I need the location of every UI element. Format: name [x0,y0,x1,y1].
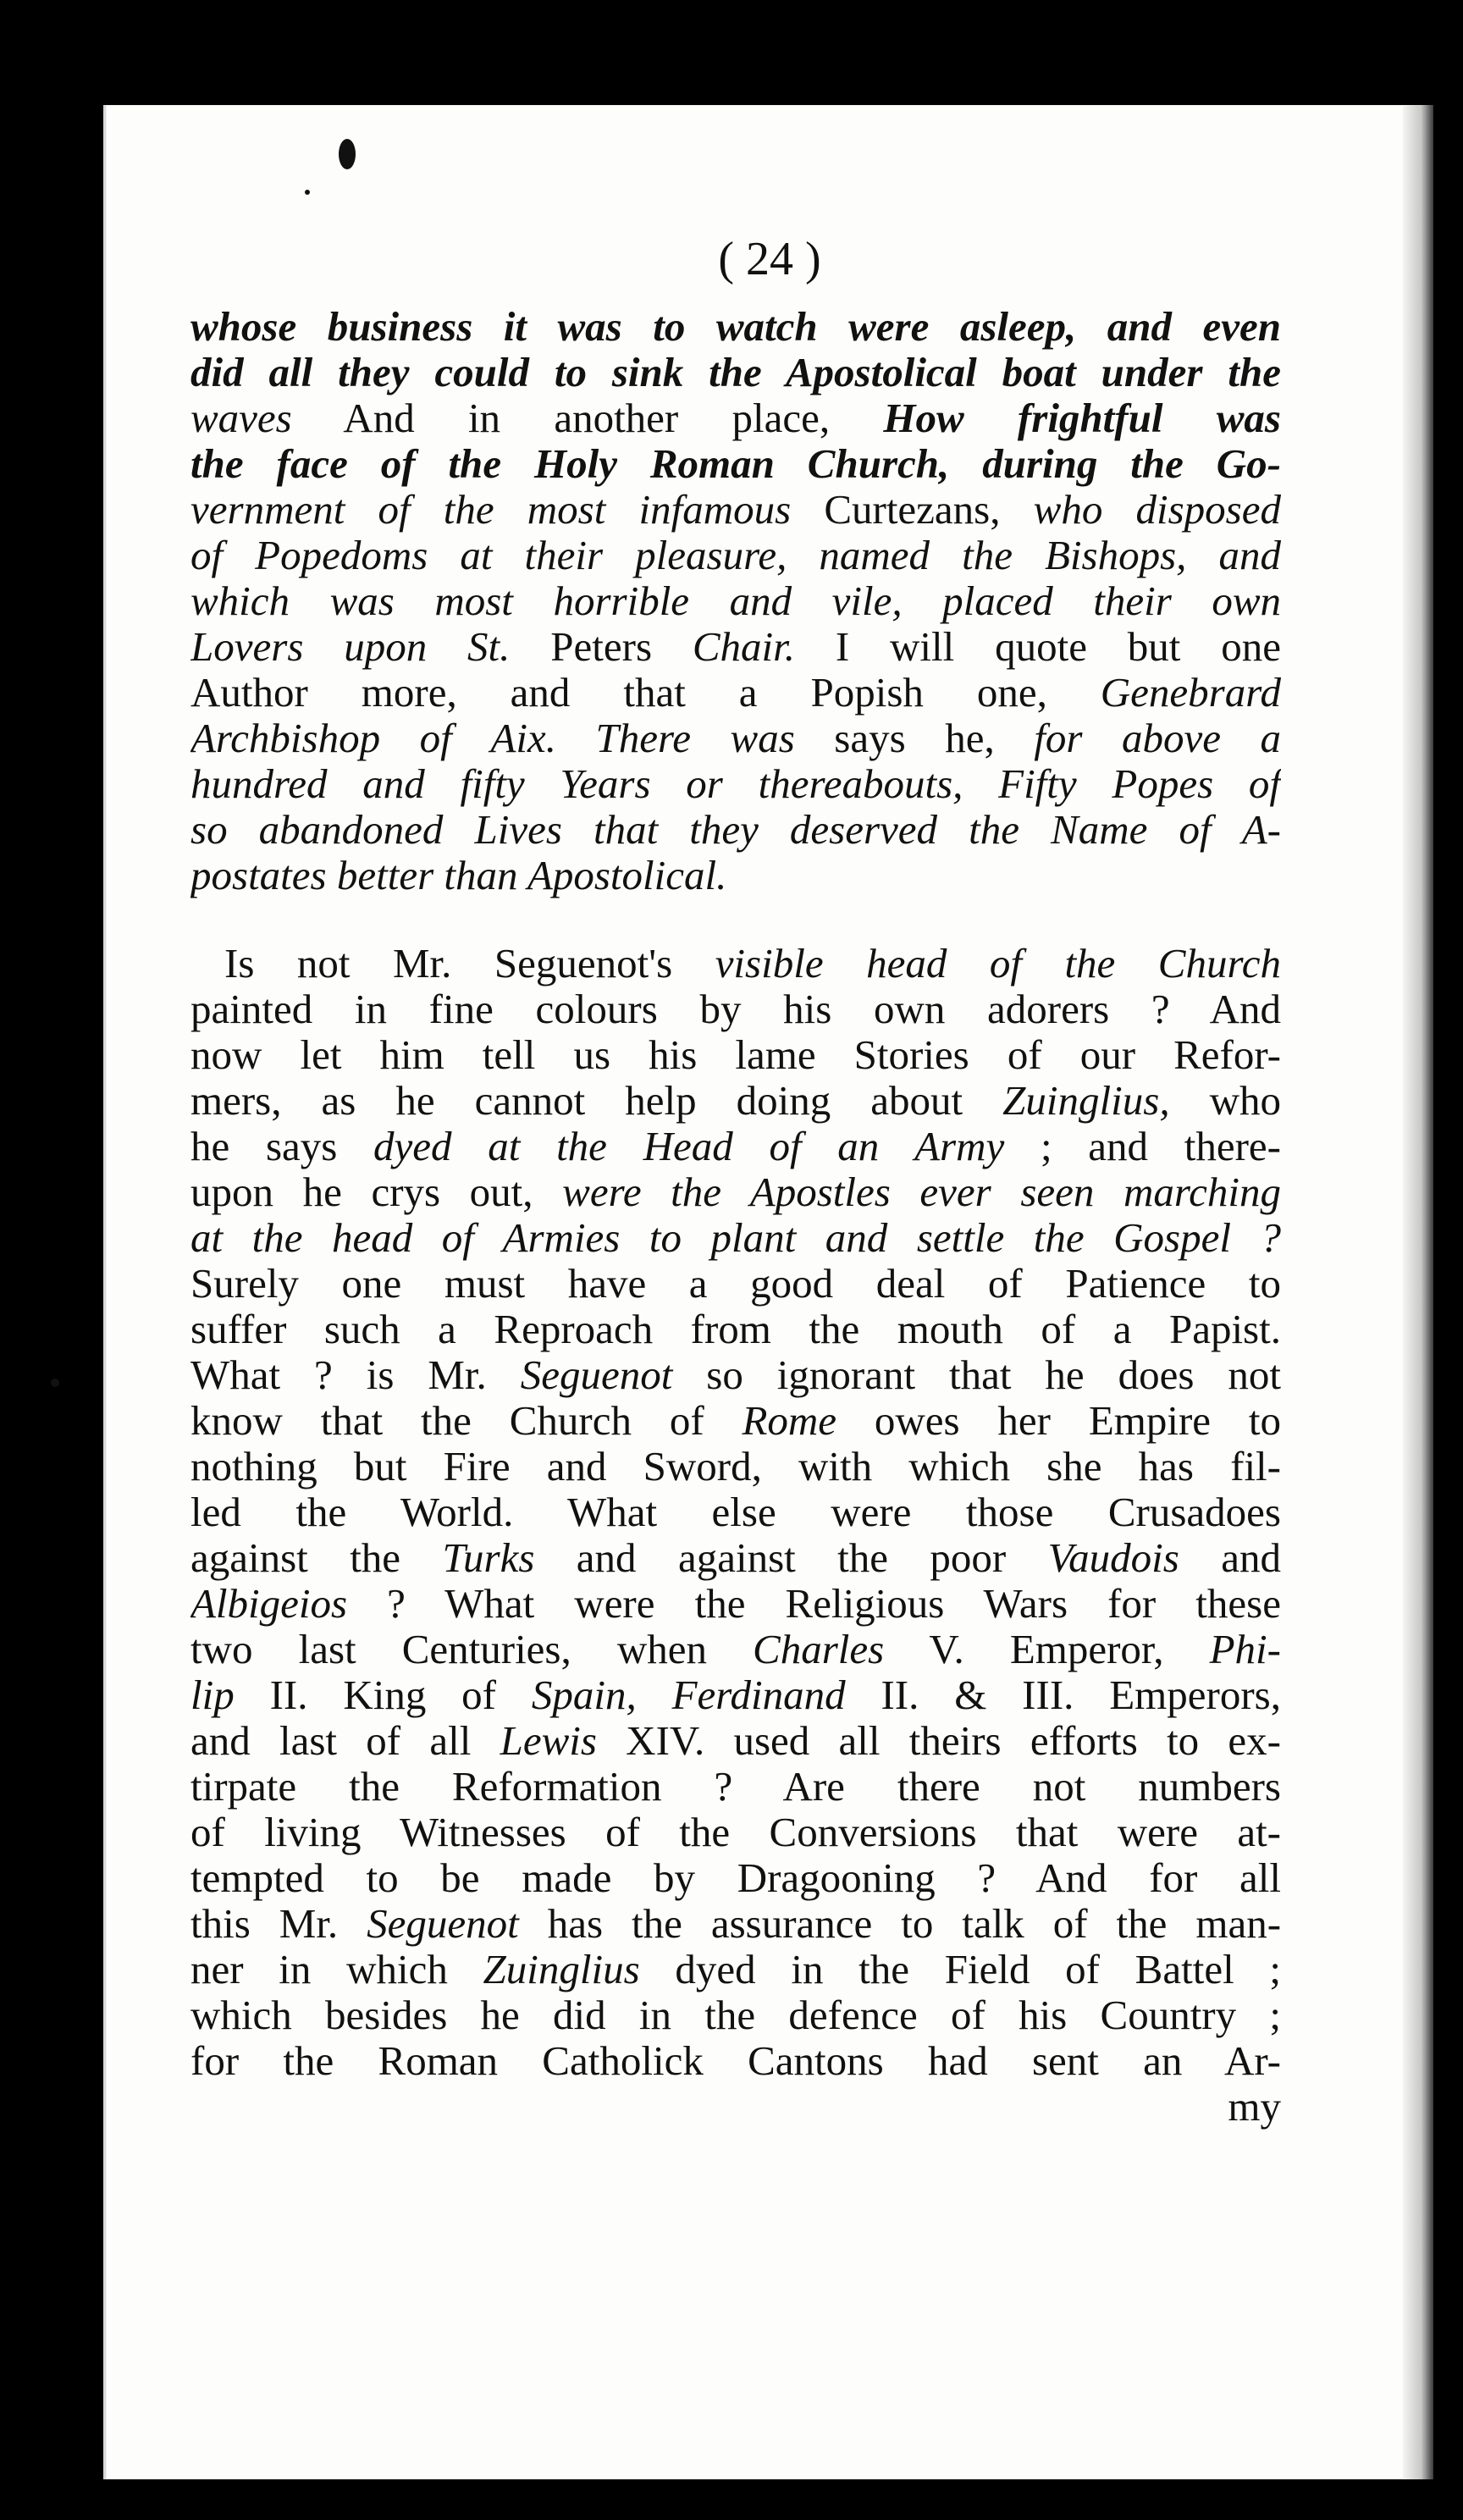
text-line [190,533,1281,578]
text-run: the face of the Holy Roman Church, during the Go- [190,441,1281,487]
text-run: this Mr. [190,1901,367,1947]
text-run: for above a [1034,716,1281,761]
paragraph [190,941,1281,2084]
text-run: were the Apostles ever seen marching [562,1169,1281,1215]
text-line [190,853,1281,898]
text-run: II. & III. Emperors, [845,1672,1281,1718]
text-line [190,1581,1281,1627]
text-run: II. King of [234,1672,532,1718]
text-run: so ignorant that he does not [672,1352,1281,1398]
text-run: and against the poor [534,1535,1048,1581]
text-run: dyed in the Field of Battel ; [639,1947,1281,1992]
text-run: Chair. [692,624,796,670]
text-line [190,1764,1281,1810]
text-run: ner in which [190,1947,483,1992]
text-run: Author more, and that a Popish one, [190,670,1101,716]
text-line [190,1215,1281,1261]
text-run: who [1169,1078,1281,1124]
text-run: nothing but Fire and Sword, with which she has fil- [190,1444,1281,1489]
text-run: Lewis [500,1718,597,1764]
text-run: at the head of Armies to plant and settle the Gospel ? [190,1215,1281,1261]
text-run: tirpate the Reformation ? Are there not numbers [190,1764,1281,1810]
text-run: Surely one must have a good deal of Patience to [190,1261,1281,1307]
text-run: Rome [742,1398,837,1444]
text-run: did all they could to sink the Apostolical boat under the [190,350,1281,395]
text-line [190,487,1281,533]
text-run: owes her Empire to [836,1398,1281,1444]
text-run: XIV. used all theirs efforts to ex- [596,1718,1281,1764]
text-run: Lovers upon St. [190,624,551,670]
text-line [190,1307,1281,1352]
text-run: against the [190,1535,443,1581]
text-run: whose business it was to watch were asleep, and even [190,304,1281,350]
text-line [190,1992,1281,2038]
text-run: Charles [753,1627,885,1672]
text-line [190,350,1281,395]
text-run: painted in fine colours by his own adorers ? And [190,986,1281,1032]
text-run: Curtezans, [824,487,1034,533]
page-gutter-shadow [1403,105,1433,2479]
text-run: Seguenot [520,1352,673,1398]
text-line [190,624,1281,670]
body-text [190,304,1281,2130]
text-line [190,1535,1281,1581]
text-run: Is not Mr. Seguenot's [224,941,715,986]
text-line [190,1169,1281,1215]
text-run: waves [190,395,292,441]
text-run: of Popedoms at their pleasure, named the Bishops, and [190,533,1281,578]
text-line [190,1672,1281,1718]
text-line [190,986,1281,1032]
text-run: know that the Church of [190,1398,743,1444]
text-line [190,1947,1281,1992]
text-run: And in another place, [291,395,884,441]
text-run: who disposed [1033,487,1281,533]
text-run: and last of all [190,1718,500,1764]
page-number: ( 24 ) [718,233,821,285]
ink-speck [305,190,310,195]
text-run: Archbishop of Aix. There was [190,716,835,761]
text-line [190,1124,1281,1169]
text-run: postates better than Apostolical. [190,853,727,898]
text-run: upon he crys out, [190,1169,563,1215]
text-line [190,941,1281,986]
text-line [190,1901,1281,1947]
text-line [190,1398,1281,1444]
text-run: for the Roman Catholick Cantons had sent an Ar- [190,2038,1281,2084]
text-run: vernment of the most infamous [190,487,825,533]
book-page [103,105,1433,2479]
text-line [190,716,1281,761]
margin-speck [51,1379,59,1387]
text-line [190,1489,1281,1535]
paragraph [190,304,1281,898]
text-run: Albigeios [190,1581,348,1627]
text-line [190,761,1281,807]
text-run: What ? is Mr. [190,1352,521,1398]
text-line [190,1261,1281,1307]
ink-blot [339,139,356,169]
text-run: Zuinglius [483,1947,640,1992]
text-run: Zuinglius, [1002,1078,1170,1124]
text-line [190,1352,1281,1398]
text-run: two last Centuries, when [190,1627,754,1672]
text-run: mers, as he cannot help doing about [190,1078,1003,1124]
text-line [190,1855,1281,1901]
text-line [190,1444,1281,1489]
text-line [190,578,1281,624]
text-run: ? What were the Religious Wars for these [347,1581,1281,1627]
text-line [190,441,1281,487]
text-line [190,1718,1281,1764]
text-line [190,1627,1281,1672]
text-run: hundred and fifty Years or thereabouts, Fifty Popes of [190,761,1281,807]
text-run: has the assurance to talk of the man- [518,1901,1281,1947]
text-run: I will quote but one [795,624,1281,670]
text-run: so abandoned Lives that they deserved the Name of A- [190,807,1281,853]
text-run: says he, [834,716,1035,761]
text-run: Seguenot [367,1901,519,1947]
text-run: tempted to be made by Dragooning ? And for all [190,1855,1281,1901]
text-run: Vaudois [1047,1535,1179,1581]
text-run: of living Witnesses of the Conversions that were at- [190,1810,1281,1855]
text-run: suffer such a Reproach from the mouth of a Papist. [190,1307,1281,1352]
text-line [190,670,1281,716]
text-line [190,1032,1281,1078]
text-run: which besides he did in the defence of his Country ; [190,1992,1281,2038]
text-line [190,304,1281,350]
catchword: my [1228,2084,1281,2130]
text-run: How frightful was [883,395,1281,441]
text-run: Peters [550,624,693,670]
text-run: led the World. What else were those Crusadoes [190,1489,1281,1535]
text-line [190,1810,1281,1855]
text-line [190,807,1281,853]
text-run: Phi- [1209,1627,1281,1672]
text-run: dyed at the Head of an Army [373,1124,1005,1169]
text-run: which was most horrible and vile, placed their own [190,578,1281,624]
text-run: ; and there- [1004,1124,1281,1169]
text-run: and [1179,1535,1281,1581]
text-line [190,1078,1281,1124]
text-run: lip [190,1672,235,1718]
text-line [190,395,1281,441]
text-run: he says [190,1124,374,1169]
text-run: visible head of the Church [715,941,1281,986]
text-run: Spain, Ferdinand [531,1672,846,1718]
text-run: now let him tell us his lame Stories of our Refor- [190,1032,1281,1078]
text-line [190,2038,1281,2084]
text-run: Genebrard [1100,670,1281,716]
text-run: Turks [442,1535,535,1581]
text-run: V. Emperor, [884,1627,1210,1672]
paragraph-gap [190,898,1281,941]
